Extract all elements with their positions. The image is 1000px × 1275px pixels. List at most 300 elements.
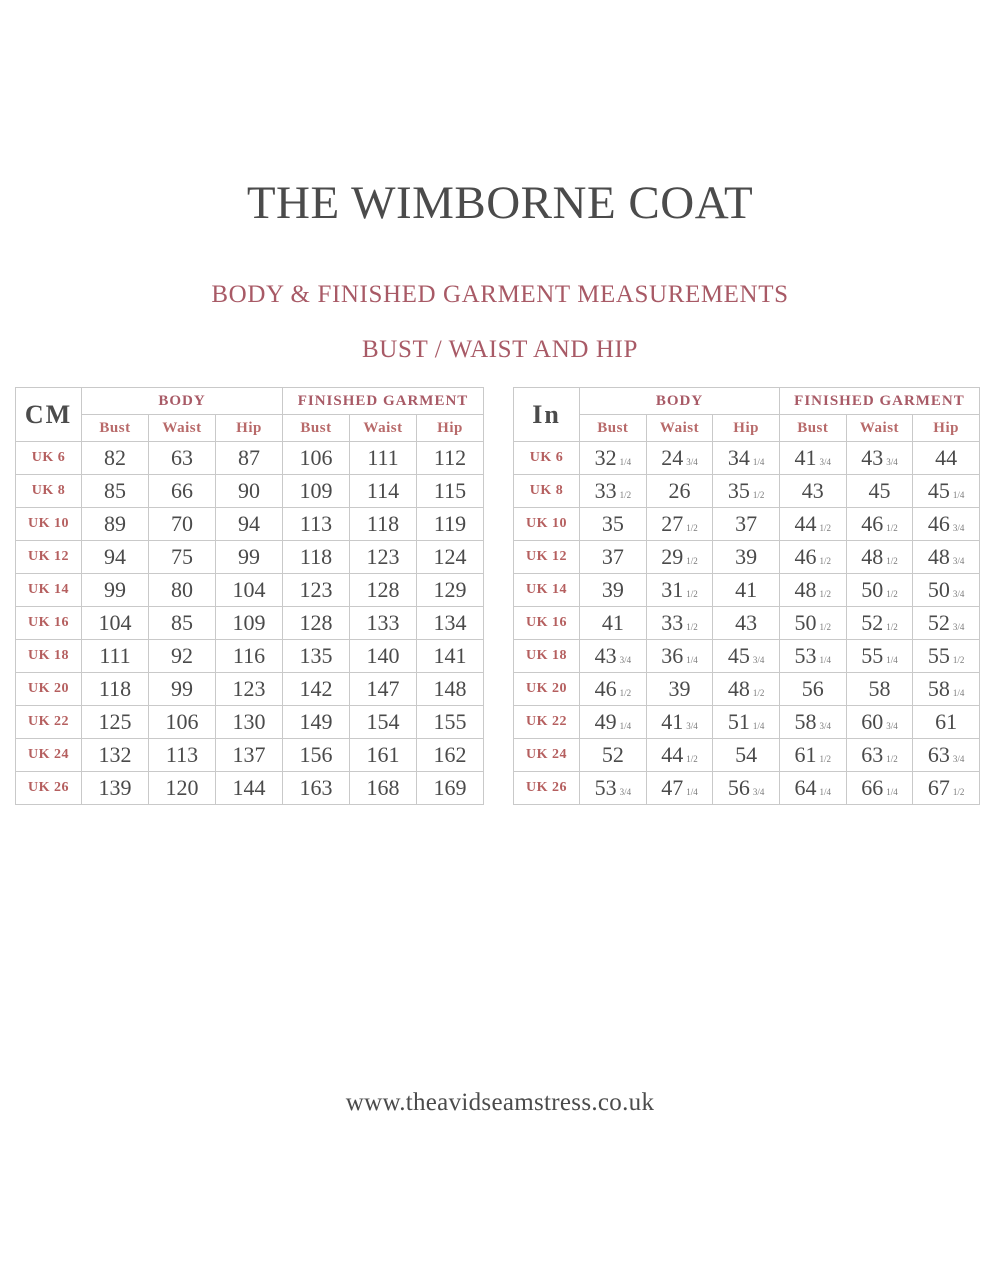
whole-inches: 66 xyxy=(861,775,884,800)
whole-inches: 61 xyxy=(794,742,817,767)
measurement-cell: 94 xyxy=(216,508,283,541)
whole-inches: 32 xyxy=(594,445,617,470)
whole-inches: 54 xyxy=(735,742,758,767)
whole-inches: 55 xyxy=(927,643,950,668)
measurement-cell: 168 xyxy=(350,772,417,805)
whole-inches: 51 xyxy=(727,709,750,734)
whole-inches: 46 xyxy=(794,544,817,569)
measurement-cell: 155 xyxy=(417,706,484,739)
whole-inches: 60 xyxy=(861,709,884,734)
fraction: 1/2 xyxy=(886,622,898,632)
measurement-cell xyxy=(646,739,713,772)
measurement-cell: 109 xyxy=(216,607,283,640)
table-row xyxy=(514,475,980,508)
measurement-cell: 99 xyxy=(82,574,149,607)
whole-inches: 63 xyxy=(927,742,950,767)
fraction: 1/2 xyxy=(952,655,965,665)
measurement-cell xyxy=(846,475,913,508)
measurement-cell: 104 xyxy=(216,574,283,607)
measurement-cell: 106 xyxy=(149,706,216,739)
measurement-cell: 90 xyxy=(216,475,283,508)
measurement-cell: 66 xyxy=(149,475,216,508)
measurement-cell: 140 xyxy=(350,640,417,673)
column-header-waist: Waist xyxy=(350,415,417,442)
whole-inches: 41 xyxy=(735,577,758,602)
column-header-bust: Bust xyxy=(283,415,350,442)
measurement-cell: 162 xyxy=(417,739,484,772)
measurement-cell xyxy=(913,475,980,508)
measurement-cell: 123 xyxy=(283,574,350,607)
measurement-cell xyxy=(713,673,780,706)
measurement-cell: 141 xyxy=(417,640,484,673)
whole-inches: 53 xyxy=(794,643,817,668)
whole-inches: 27 xyxy=(661,511,684,536)
fraction: 1/2 xyxy=(886,754,898,764)
inch-size-table xyxy=(513,387,980,805)
measurement-cell: 85 xyxy=(149,607,216,640)
measurement-cell xyxy=(913,739,980,772)
measurement-cell xyxy=(646,607,713,640)
whole-inches: 43 xyxy=(594,643,617,668)
whole-inches: 64 xyxy=(794,775,817,800)
measurement-cell xyxy=(846,541,913,574)
measurement-cell xyxy=(646,574,713,607)
whole-inches: 50 xyxy=(794,610,817,635)
measurement-cell xyxy=(713,508,780,541)
fraction: 3/4 xyxy=(952,589,965,599)
measurement-cell: 85 xyxy=(82,475,149,508)
table-row xyxy=(16,607,484,640)
whole-inches: 48 xyxy=(927,544,950,569)
measurement-cell: 80 xyxy=(149,574,216,607)
measurement-cell: 123 xyxy=(350,541,417,574)
whole-inches: 53 xyxy=(594,775,617,800)
measurement-cell xyxy=(580,508,647,541)
measurement-cell: 99 xyxy=(216,541,283,574)
fraction: 3/4 xyxy=(619,655,632,665)
column-header-waist: Waist xyxy=(846,415,913,442)
whole-inches: 56 xyxy=(801,676,824,701)
measurement-cell xyxy=(846,772,913,805)
whole-inches: 50 xyxy=(927,577,950,602)
measurement-cell xyxy=(913,640,980,673)
size-label: UK 6 xyxy=(514,442,580,475)
size-label: UK 10 xyxy=(514,508,580,541)
measurement-cell: 116 xyxy=(216,640,283,673)
website-url: www.theavidseamstress.co.uk xyxy=(345,1089,655,1116)
fraction: 1/4 xyxy=(619,457,632,467)
whole-inches: 41 xyxy=(661,709,684,734)
finished-garment-group-header: FINISHED GARMENT xyxy=(283,388,484,415)
measurement-cell: 163 xyxy=(283,772,350,805)
inch-unit-label: In xyxy=(514,388,580,442)
measurement-cell xyxy=(846,508,913,541)
whole-inches: 52 xyxy=(601,742,624,767)
whole-inches: 46 xyxy=(594,676,617,701)
fraction: 3/4 xyxy=(686,721,698,731)
fraction: 3/4 xyxy=(686,457,698,467)
fraction: 1/4 xyxy=(886,655,898,665)
column-header-bust: Bust xyxy=(580,415,647,442)
fraction: 1/4 xyxy=(752,721,765,731)
cm-size-table xyxy=(15,387,484,805)
size-label: UK 16 xyxy=(514,607,580,640)
table-row xyxy=(16,442,484,475)
measurement-cell xyxy=(913,442,980,475)
measurement-cell: 149 xyxy=(283,706,350,739)
size-label: UK 18 xyxy=(16,640,82,673)
table-row xyxy=(514,508,980,541)
measurements-subtitle: BODY & FINISHED GARMENT MEASUREMENTS xyxy=(211,281,789,308)
measurement-cell xyxy=(846,739,913,772)
measurement-cell xyxy=(646,772,713,805)
whole-inches: 39 xyxy=(668,676,691,701)
measurement-cell xyxy=(580,442,647,475)
body-group-header: BODY xyxy=(82,388,283,415)
fraction: 1/2 xyxy=(686,556,698,566)
fraction: 1/2 xyxy=(819,523,832,533)
fraction: 1/4 xyxy=(819,787,832,797)
measurement-cell xyxy=(580,640,647,673)
whole-inches: 24 xyxy=(661,445,684,470)
whole-inches: 45 xyxy=(868,478,891,503)
table-row xyxy=(16,508,484,541)
size-label: UK 22 xyxy=(16,706,82,739)
measurement-cell xyxy=(713,541,780,574)
measurement-cell: 109 xyxy=(283,475,350,508)
column-header-bust: Bust xyxy=(779,415,846,442)
measurement-cell: 89 xyxy=(82,508,149,541)
measurement-cell xyxy=(779,541,846,574)
measurement-cell: 128 xyxy=(350,574,417,607)
measurement-cell xyxy=(646,508,713,541)
measurement-cell: 137 xyxy=(216,739,283,772)
size-label: UK 6 xyxy=(16,442,82,475)
fraction: 1/2 xyxy=(686,589,698,599)
column-header-hip: Hip xyxy=(216,415,283,442)
whole-inches: 55 xyxy=(861,643,884,668)
measurement-cell xyxy=(646,673,713,706)
measurement-cell xyxy=(913,574,980,607)
fraction: 1/2 xyxy=(686,523,698,533)
fraction: 1/4 xyxy=(752,457,765,467)
size-label: UK 14 xyxy=(514,574,580,607)
table-row xyxy=(16,739,484,772)
whole-inches: 33 xyxy=(594,478,617,503)
whole-inches: 43 xyxy=(861,445,884,470)
measurement-cell xyxy=(846,640,913,673)
fraction: 1/2 xyxy=(752,688,765,698)
fraction: 1/2 xyxy=(886,589,898,599)
fraction: 1/2 xyxy=(952,787,965,797)
fraction: 1/4 xyxy=(819,655,832,665)
measurement-cell: 123 xyxy=(216,673,283,706)
measurement-cell: 142 xyxy=(283,673,350,706)
size-label: UK 16 xyxy=(16,607,82,640)
size-label: UK 26 xyxy=(16,772,82,805)
whole-inches: 48 xyxy=(861,544,884,569)
column-header-waist: Waist xyxy=(149,415,216,442)
measurement-cell xyxy=(913,706,980,739)
measurement-cell xyxy=(779,508,846,541)
whole-inches: 50 xyxy=(861,577,884,602)
body-group-header: BODY xyxy=(580,388,780,415)
column-header-hip: Hip xyxy=(713,415,780,442)
measurement-cell: 124 xyxy=(417,541,484,574)
measurement-cell xyxy=(713,706,780,739)
measurement-cell: 135 xyxy=(283,640,350,673)
table-row xyxy=(514,772,980,805)
measurement-cell xyxy=(913,673,980,706)
table-row xyxy=(514,706,980,739)
fraction: 1/2 xyxy=(886,556,898,566)
fraction: 1/2 xyxy=(819,589,832,599)
measurement-cell: 82 xyxy=(82,442,149,475)
fraction: 3/4 xyxy=(886,457,898,467)
finished-garment-group-header: FINISHED GARMENT xyxy=(779,388,979,415)
measurement-cell xyxy=(846,442,913,475)
measurement-cell: 129 xyxy=(417,574,484,607)
fraction: 1/2 xyxy=(686,622,698,632)
measurement-cell: 118 xyxy=(283,541,350,574)
whole-inches: 39 xyxy=(735,544,758,569)
table-row xyxy=(16,706,484,739)
measurement-cell: 120 xyxy=(149,772,216,805)
whole-inches: 58 xyxy=(868,676,891,701)
table-row xyxy=(514,640,980,673)
measurement-cell: 111 xyxy=(350,442,417,475)
measurement-cell: 125 xyxy=(82,706,149,739)
fraction: 3/4 xyxy=(952,523,965,533)
measurement-cell xyxy=(580,541,647,574)
measurement-cell: 75 xyxy=(149,541,216,574)
measurement-cell xyxy=(913,772,980,805)
bust-waist-hip-subtitle: BUST / WAIST AND HIP xyxy=(362,336,638,363)
whole-inches: 36 xyxy=(661,643,684,668)
measurement-cell xyxy=(779,574,846,607)
measurement-cell: 147 xyxy=(350,673,417,706)
measurement-cell: 134 xyxy=(417,607,484,640)
measurement-cell xyxy=(713,607,780,640)
whole-inches: 39 xyxy=(601,577,624,602)
measurement-cell xyxy=(846,607,913,640)
fraction: 1/2 xyxy=(819,556,832,566)
measurement-cell: 154 xyxy=(350,706,417,739)
whole-inches: 46 xyxy=(927,511,950,536)
table-row xyxy=(514,442,980,475)
measurement-cell: 169 xyxy=(417,772,484,805)
whole-inches: 31 xyxy=(661,577,684,602)
cm-unit-label: CM xyxy=(16,388,82,442)
measurement-cell xyxy=(580,574,647,607)
measurement-cell xyxy=(713,739,780,772)
measurement-cell xyxy=(779,739,846,772)
measurement-cell: 99 xyxy=(149,673,216,706)
measurement-cell: 113 xyxy=(149,739,216,772)
table-row xyxy=(514,541,980,574)
whole-inches: 46 xyxy=(861,511,884,536)
measurement-cell xyxy=(846,673,913,706)
whole-inches: 58 xyxy=(927,676,950,701)
fraction: 3/4 xyxy=(752,787,765,797)
whole-inches: 49 xyxy=(594,709,617,734)
measurement-cell: 139 xyxy=(82,772,149,805)
fraction: 1/4 xyxy=(686,655,698,665)
fraction: 1/4 xyxy=(619,721,632,731)
fraction: 1/2 xyxy=(819,754,832,764)
measurement-cell xyxy=(913,607,980,640)
measurement-cell xyxy=(713,574,780,607)
fraction: 3/4 xyxy=(952,556,965,566)
whole-inches: 41 xyxy=(794,445,817,470)
measurement-cell: 148 xyxy=(417,673,484,706)
whole-inches: 61 xyxy=(935,709,958,734)
measurement-cell: 94 xyxy=(82,541,149,574)
measurement-cell: 133 xyxy=(350,607,417,640)
whole-inches: 47 xyxy=(661,775,684,800)
measurement-cell: 156 xyxy=(283,739,350,772)
fraction: 3/4 xyxy=(619,787,632,797)
measurement-cell: 63 xyxy=(149,442,216,475)
measurement-cell: 118 xyxy=(82,673,149,706)
measurement-cell xyxy=(580,673,647,706)
whole-inches: 45 xyxy=(727,643,750,668)
measurement-cell xyxy=(646,541,713,574)
measurement-cell: 130 xyxy=(216,706,283,739)
measurement-cell: 118 xyxy=(350,508,417,541)
measurement-cell xyxy=(713,475,780,508)
fraction: 3/4 xyxy=(952,622,965,632)
fraction: 1/2 xyxy=(619,688,632,698)
measurement-cell xyxy=(646,475,713,508)
measurement-cell xyxy=(646,640,713,673)
measurement-cell xyxy=(646,442,713,475)
measurement-cell xyxy=(779,640,846,673)
measurement-cell: 132 xyxy=(82,739,149,772)
measurement-cell xyxy=(846,574,913,607)
whole-inches: 44 xyxy=(935,445,958,470)
whole-inches: 67 xyxy=(927,775,950,800)
measurement-cell xyxy=(913,541,980,574)
fraction: 3/4 xyxy=(819,457,832,467)
measurement-cell: 104 xyxy=(82,607,149,640)
measurement-cell: 106 xyxy=(283,442,350,475)
size-label: UK 10 xyxy=(16,508,82,541)
measurement-cell xyxy=(713,442,780,475)
fraction: 3/4 xyxy=(952,754,965,764)
table-row xyxy=(514,607,980,640)
measurement-cell xyxy=(913,508,980,541)
whole-inches: 34 xyxy=(727,445,750,470)
whole-inches: 58 xyxy=(794,709,817,734)
fraction: 1/4 xyxy=(686,787,698,797)
whole-inches: 48 xyxy=(794,577,817,602)
table-row xyxy=(514,673,980,706)
column-header-hip: Hip xyxy=(417,415,484,442)
whole-inches: 26 xyxy=(668,478,691,503)
whole-inches: 44 xyxy=(661,742,684,767)
whole-inches: 44 xyxy=(794,511,817,536)
measurement-cell xyxy=(580,739,647,772)
fraction: 3/4 xyxy=(819,721,832,731)
measurement-cell: 112 xyxy=(417,442,484,475)
measurement-cell xyxy=(580,772,647,805)
measurement-cell xyxy=(846,706,913,739)
whole-inches: 35 xyxy=(601,511,624,536)
table-row xyxy=(16,574,484,607)
size-label: UK 22 xyxy=(514,706,580,739)
measurement-cell xyxy=(779,607,846,640)
table-row xyxy=(16,475,484,508)
whole-inches: 29 xyxy=(661,544,684,569)
measurement-cell xyxy=(779,673,846,706)
measurement-cell xyxy=(646,706,713,739)
whole-inches: 52 xyxy=(861,610,884,635)
size-label: UK 24 xyxy=(514,739,580,772)
fraction: 1/4 xyxy=(952,688,965,698)
size-label: UK 12 xyxy=(16,541,82,574)
size-label: UK 20 xyxy=(16,673,82,706)
measurement-cell xyxy=(779,772,846,805)
whole-inches: 48 xyxy=(727,676,750,701)
whole-inches: 37 xyxy=(735,511,758,536)
measurement-cell: 115 xyxy=(417,475,484,508)
whole-inches: 37 xyxy=(601,544,624,569)
size-label: UK 18 xyxy=(514,640,580,673)
size-label: UK 14 xyxy=(16,574,82,607)
measurement-cell: 111 xyxy=(82,640,149,673)
table-row xyxy=(514,574,980,607)
whole-inches: 35 xyxy=(727,478,750,503)
column-header-hip: Hip xyxy=(913,415,980,442)
measurement-cell xyxy=(580,475,647,508)
column-header-waist: Waist xyxy=(646,415,713,442)
table-row xyxy=(16,541,484,574)
table-row xyxy=(16,640,484,673)
size-label: UK 20 xyxy=(514,673,580,706)
size-label: UK 8 xyxy=(16,475,82,508)
measurement-cell xyxy=(713,640,780,673)
measurement-cell: 119 xyxy=(417,508,484,541)
size-label: UK 26 xyxy=(514,772,580,805)
fraction: 1/2 xyxy=(752,490,765,500)
whole-inches: 33 xyxy=(661,610,684,635)
fraction: 1/4 xyxy=(952,490,965,500)
size-label: UK 12 xyxy=(514,541,580,574)
whole-inches: 63 xyxy=(861,742,884,767)
whole-inches: 45 xyxy=(927,478,950,503)
measurement-cell: 128 xyxy=(283,607,350,640)
measurement-cell xyxy=(779,475,846,508)
measurement-cell xyxy=(580,706,647,739)
fraction: 1/2 xyxy=(819,622,832,632)
measurement-cell: 87 xyxy=(216,442,283,475)
fraction: 1/4 xyxy=(886,787,898,797)
size-label: UK 24 xyxy=(16,739,82,772)
whole-inches: 43 xyxy=(735,610,758,635)
measurement-cell: 113 xyxy=(283,508,350,541)
fraction: 1/2 xyxy=(686,754,698,764)
table-row xyxy=(16,772,484,805)
fraction: 1/2 xyxy=(619,490,632,500)
whole-inches: 56 xyxy=(727,775,750,800)
measurement-cell xyxy=(779,442,846,475)
measurement-cell: 70 xyxy=(149,508,216,541)
fraction: 3/4 xyxy=(886,721,898,731)
size-label: UK 8 xyxy=(514,475,580,508)
measurement-cell xyxy=(713,772,780,805)
whole-inches: 52 xyxy=(927,610,950,635)
